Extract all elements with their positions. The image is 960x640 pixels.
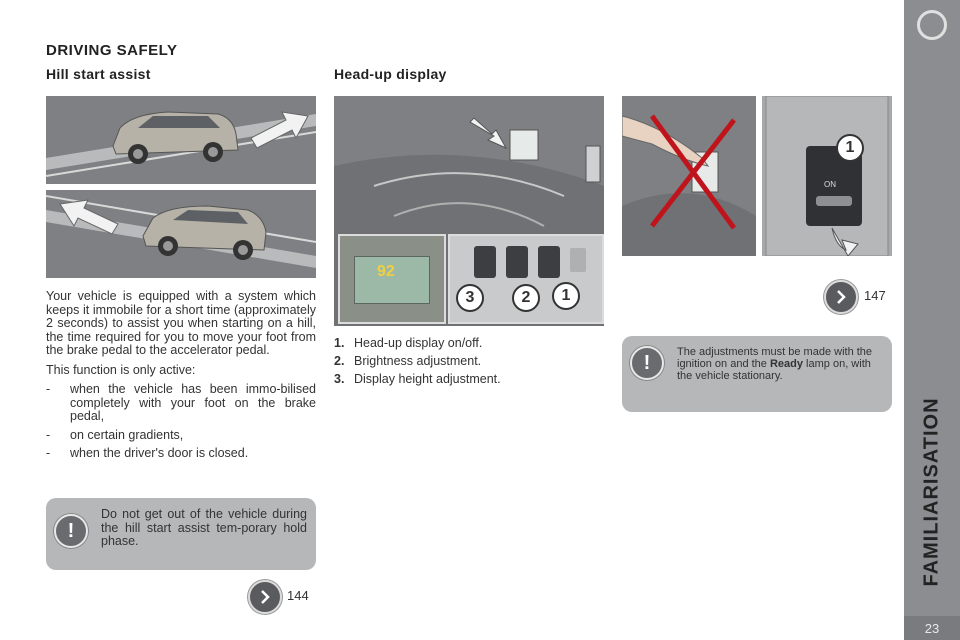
list-item: 2. Brightness adjustment. bbox=[334, 354, 482, 368]
hud-speed: 92 bbox=[377, 263, 395, 280]
hud-dashboard-illustration bbox=[334, 96, 604, 326]
chapter-title: FAMILIARISATION bbox=[920, 397, 943, 587]
hazard-button bbox=[570, 248, 586, 272]
switch-on-label: ON bbox=[824, 180, 836, 189]
list-item: - on certain gradients, bbox=[46, 427, 184, 442]
page-ref-number: 147 bbox=[864, 288, 886, 303]
hud-buttons-inset bbox=[448, 234, 604, 324]
warning-icon: ! bbox=[630, 346, 664, 380]
page-ref-number: 144 bbox=[287, 588, 309, 603]
hill-start-warning-box bbox=[46, 498, 316, 570]
page-number: 23 bbox=[904, 616, 960, 640]
hill-start-illustration-downhill bbox=[46, 190, 316, 278]
hud-warning-text: The adjustments must be made with the ignition on and the Ready lamp on, with the vehicle stationary. bbox=[677, 346, 873, 382]
hill-start-text bbox=[46, 290, 316, 466]
callout-1: 1 bbox=[552, 282, 580, 310]
callout-2: 2 bbox=[512, 284, 540, 312]
list-item: - when the vehicle has been immo-bilised completely with your foot on the brake pedal, bbox=[46, 382, 316, 423]
section-title: DRIVING SAFELY bbox=[46, 42, 178, 59]
hud-do-not-touch-illustration bbox=[622, 96, 756, 256]
callout-3: 3 bbox=[456, 284, 484, 312]
hill-start-heading: Hill start assist bbox=[46, 66, 151, 82]
hud-button-brightness bbox=[506, 246, 528, 278]
hud-screen bbox=[354, 256, 430, 304]
hill-start-paragraph: Your vehicle is equipped with a system which keeps it immobile for a short time (approximately 2 seconds) to assist you when starting on a hill, the time required for you to move your foot from the brake pedal to the accelerator pedal. bbox=[46, 289, 316, 357]
hud-button-height bbox=[474, 246, 496, 278]
hud-heading: Head-up display bbox=[334, 66, 447, 82]
conditions-list bbox=[46, 383, 316, 461]
hill-start-illustration-uphill bbox=[46, 96, 316, 184]
hud-warning-box bbox=[622, 336, 892, 412]
hud-switch-illustration bbox=[762, 96, 892, 256]
list-item: 3. Display height adjustment. bbox=[334, 372, 501, 386]
page-ref-arrow-icon[interactable] bbox=[248, 580, 282, 614]
hud-button-onoff bbox=[538, 246, 560, 278]
hud-screen-inset bbox=[338, 234, 446, 324]
hud-control-list bbox=[334, 336, 604, 390]
list-item: - when the driver's door is closed. bbox=[46, 446, 249, 460]
switch-callout-1: 1 bbox=[836, 134, 864, 162]
list-item: 1. Head-up display on/off. bbox=[334, 336, 483, 350]
hill-start-warning-text: Do not get out of the vehicle during the hill start assist tem-porary hold phase. bbox=[101, 507, 307, 548]
conditions-intro: This function is only active: bbox=[46, 362, 196, 377]
warning-icon: ! bbox=[54, 514, 88, 548]
page-ref-arrow-icon[interactable] bbox=[824, 280, 858, 314]
